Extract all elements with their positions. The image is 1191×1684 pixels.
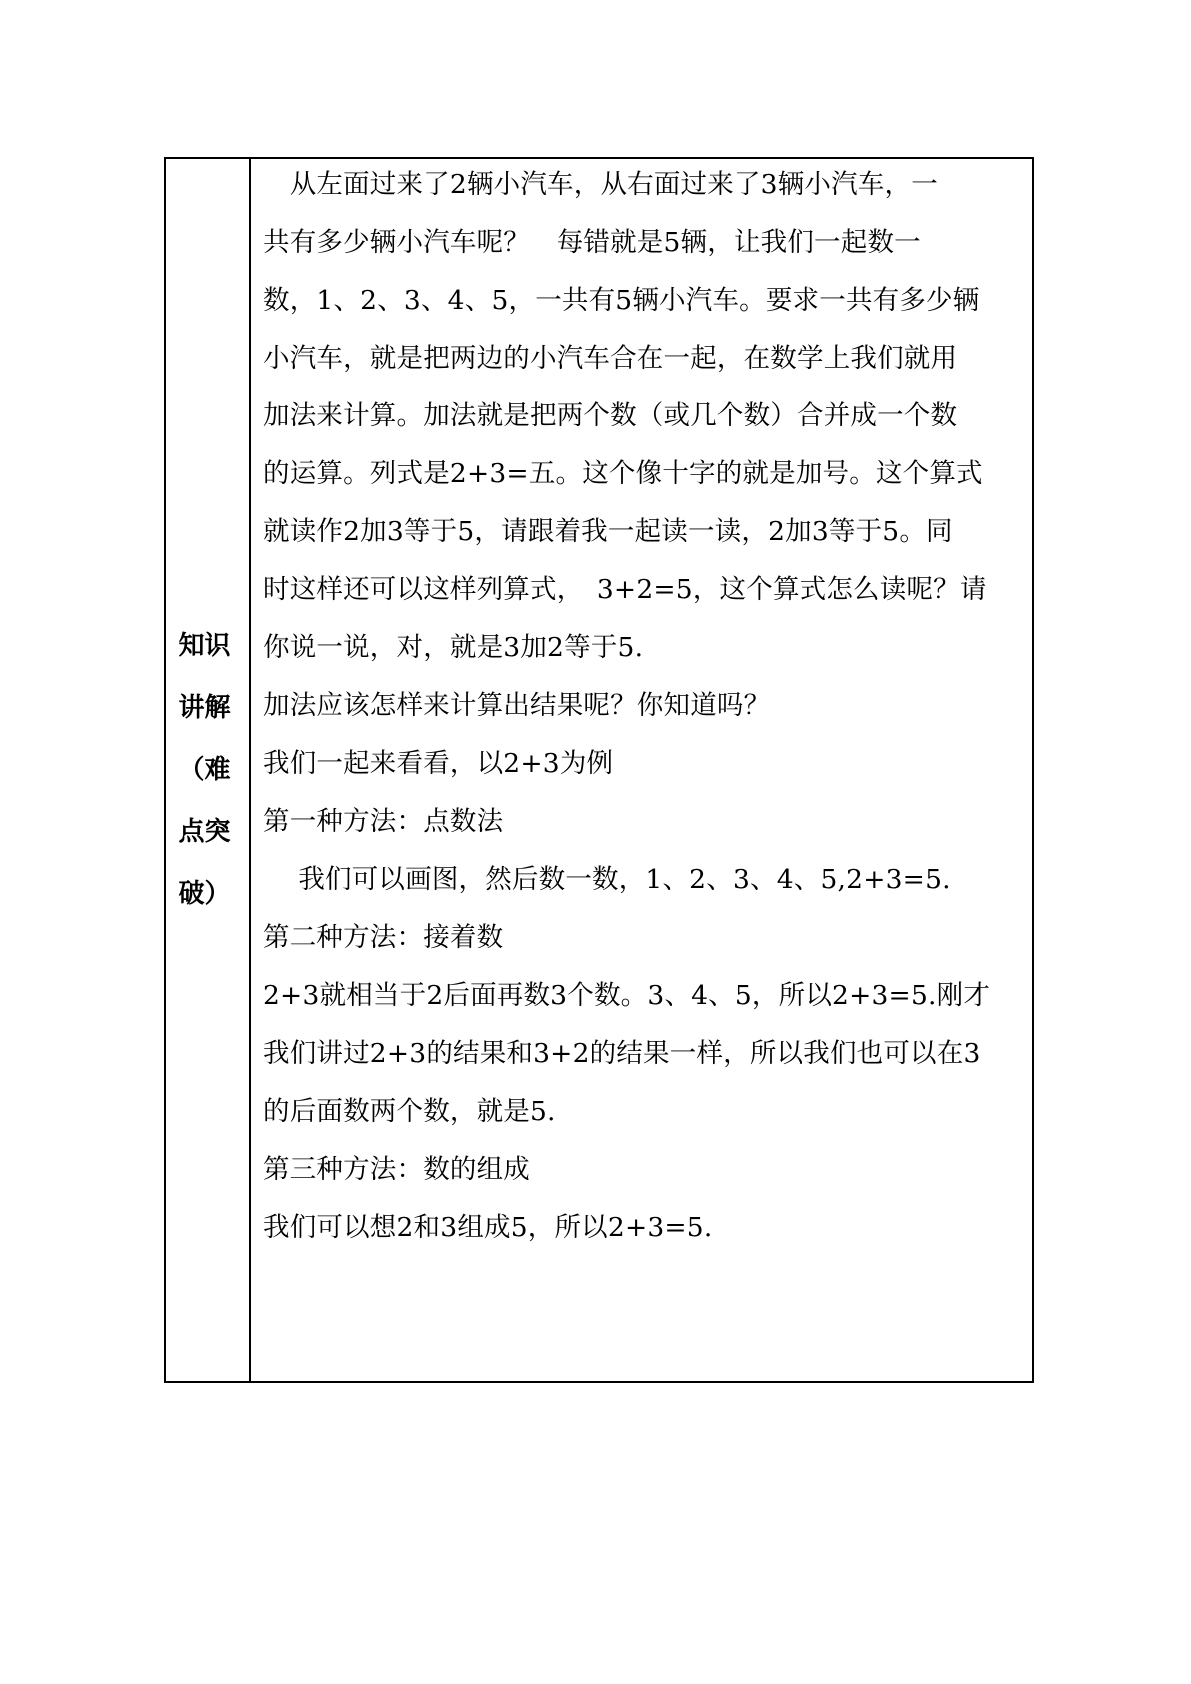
text-line: 第三种方法：数的组成 [263,1154,530,1185]
text-line: 你说一说，对，就是3加2等于5. [263,632,644,663]
text-line: 我们讲过2+3的结果和3+2的结果一样，所以我们也可以在3 [263,1038,981,1069]
content-cell [250,158,1033,1382]
text-line: 共有多少辆小汽车呢？ 每错就是5辆，让我们一起数一 [263,227,921,258]
section-label: 知识讲解（难点突破） [178,631,231,909]
text-line: 加法应该怎样来计算出结果呢？你知道吗？ [263,690,771,721]
text-line: 我们可以画图，然后数一数，1、2、3、4、5,2+3=5. [263,864,951,895]
lesson-table [164,157,1034,1383]
text-line: 的运算。列式是2+3=五。这个像十字的就是加号。这个算式 [263,458,983,489]
text-line: 我们一起来看看，以2+3为例 [263,748,614,779]
text-line: 就读作2加3等于5，请跟着我一起读一读，2加3等于5。同 [263,516,953,547]
text-line: 2+3就相当于2后面再数3个数。3、4、5，所以2+3=5.刚才 [263,980,991,1011]
text-line: 第一种方法：点数法 [263,806,504,837]
text-line: 加法来计算。加法就是把两个数（或几个数）合并成一个数 [263,400,958,431]
text-line: 小汽车，就是把两边的小汽车合在一起，在数学上我们就用 [263,343,958,374]
lesson-row [165,158,1033,1382]
text-line: 的后面数两个数，就是5. [263,1096,556,1127]
text-line: 从左面过来了2辆小汽车，从右面过来了3辆小汽车，一 [263,169,938,200]
section-label-cell [165,158,250,1382]
text-line: 数，1、2、3、4、5，一共有5辆小汽车。要求一共有多少辆 [263,285,980,316]
text-line: 我们可以想2和3组成5，所以2+3=5. [263,1212,713,1243]
text-line: 第二种方法：接着数 [263,922,504,953]
text-line: 时这样还可以这样列算式， 3+2=5，这个算式怎么读呢？请 [263,574,987,605]
